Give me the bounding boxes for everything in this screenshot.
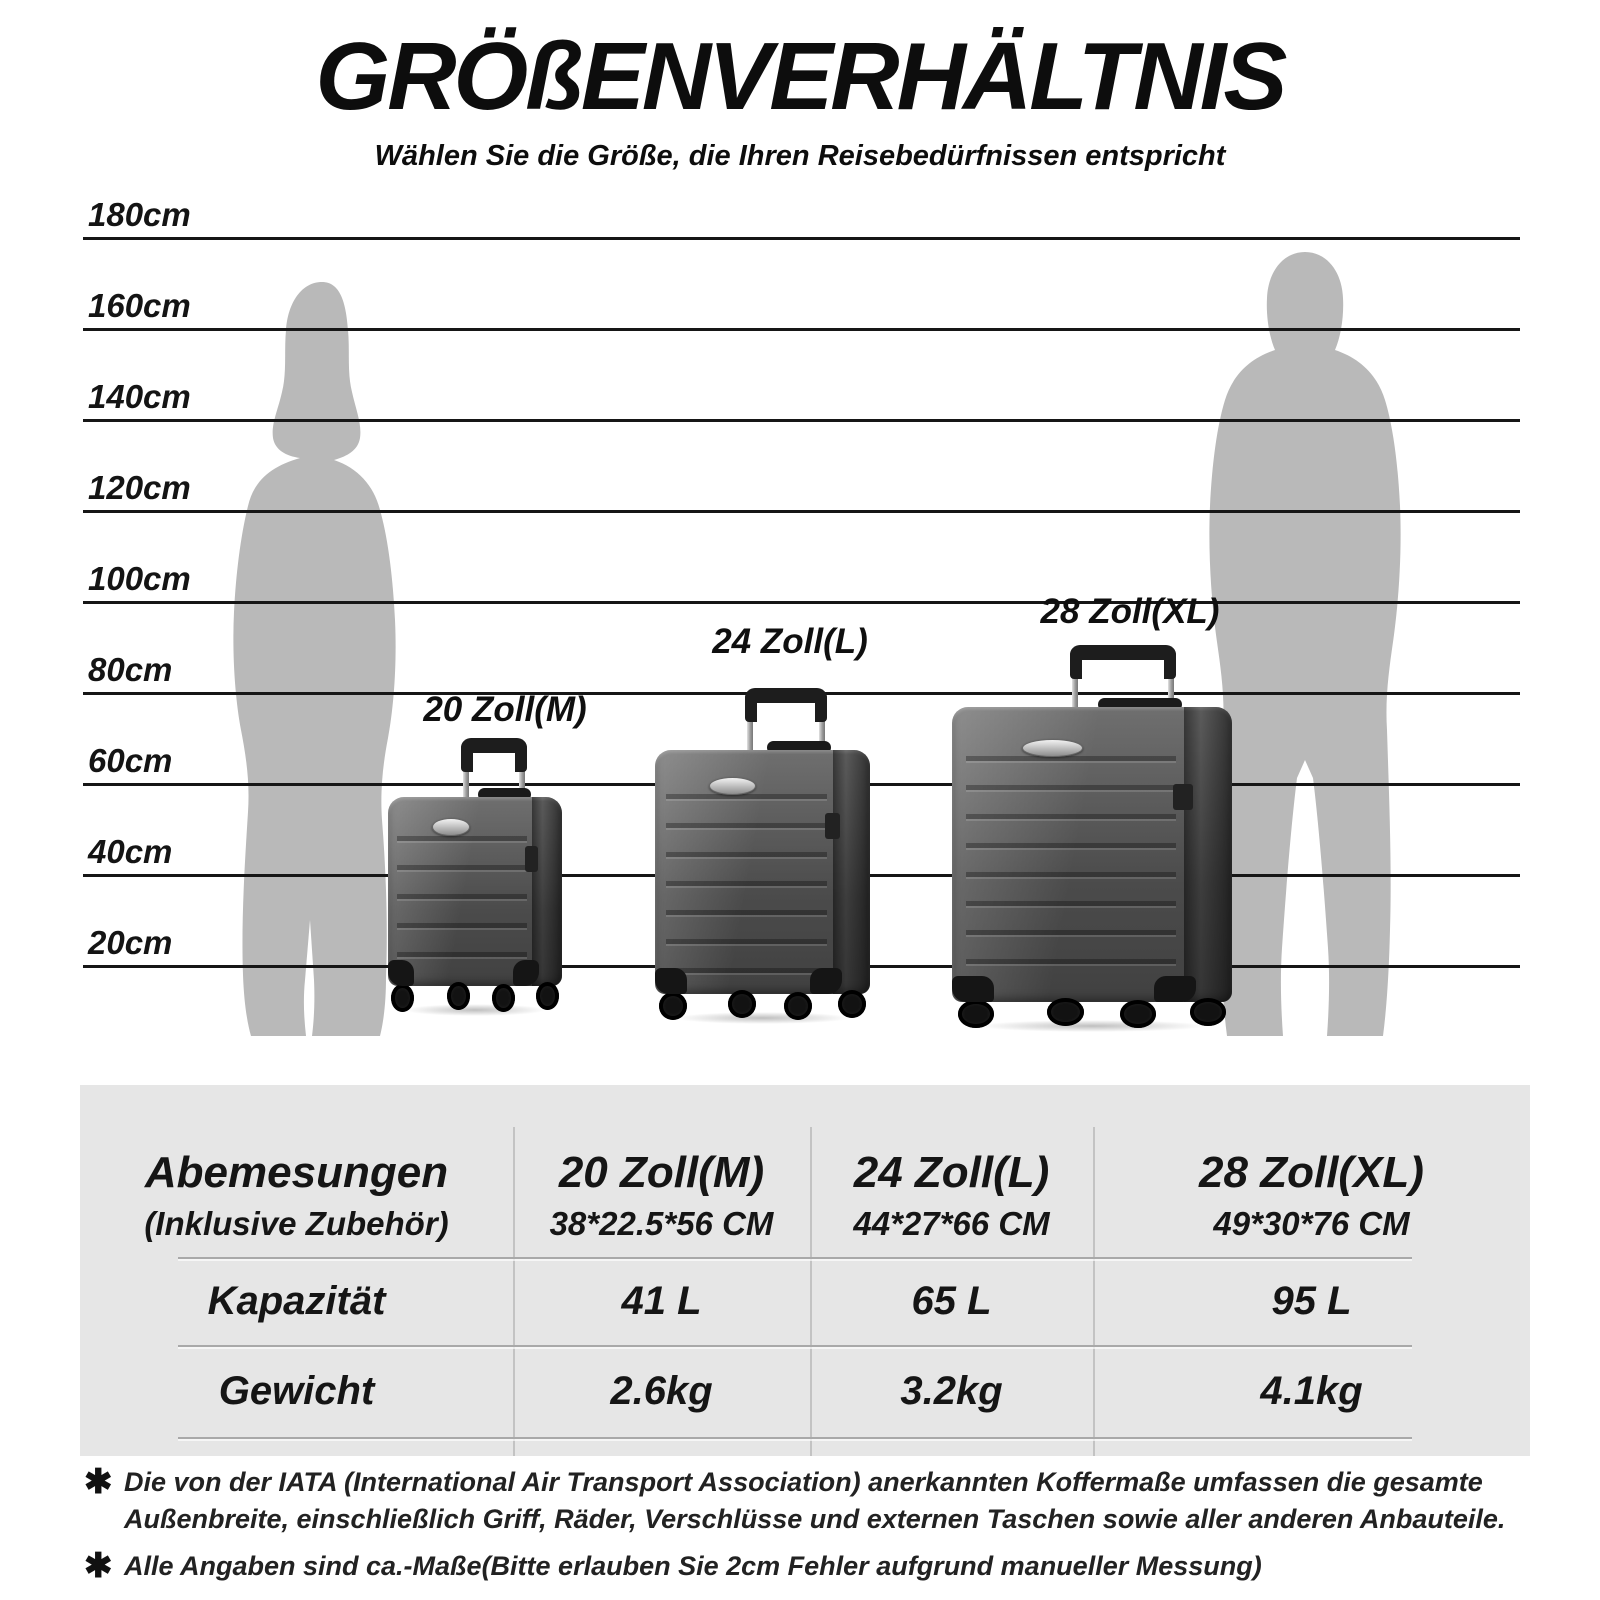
spinner-wheel xyxy=(447,982,470,1010)
ruler-label-80cm: 80cm xyxy=(88,651,173,688)
shell-grooves xyxy=(397,814,528,977)
spinner-wheel xyxy=(492,984,515,1012)
trolley-handle xyxy=(461,738,527,772)
spinner-wheel xyxy=(784,992,812,1020)
suitcase-24-inch xyxy=(655,688,870,1020)
footnote-text: Die von der IATA (International Air Transport Association) anerkannten Koffermaße umfassen die gesamte Außenbreite, einschließlich Griff, Räder, Verschlüsse und externen Taschen sowie aller anderen Anbauteile. xyxy=(124,1467,1506,1535)
spinner-wheel xyxy=(391,984,414,1012)
ruler-line xyxy=(83,328,1520,331)
shell-grooves xyxy=(966,734,1176,988)
trolley-handle xyxy=(745,688,827,722)
asterisk-icon: ✱ xyxy=(84,1547,113,1585)
column-title: 24 Zoll(L) xyxy=(853,1147,1050,1197)
shell-grooves xyxy=(666,772,827,982)
column-dimensions: 49*30*76 CM xyxy=(1213,1205,1410,1243)
suitcase-28-inch xyxy=(952,645,1232,1028)
zipper-lock xyxy=(1173,784,1193,810)
brand-badge xyxy=(432,818,471,836)
asterisk-icon: ✱ xyxy=(84,1463,113,1501)
spinner-wheel xyxy=(1047,998,1083,1026)
trolley-handle xyxy=(1070,645,1176,679)
capacity-value-20: 41 L xyxy=(621,1278,702,1323)
column-dimensions: 38*22.5*56 CM xyxy=(549,1205,774,1243)
table-header-24-zoll xyxy=(810,1085,1093,1257)
ruler-label-120cm: 120cm xyxy=(88,469,191,506)
ruler-label-180cm: 180cm xyxy=(88,196,191,233)
table-header-20-zoll xyxy=(513,1085,810,1257)
column-title: 20 Zoll(M) xyxy=(558,1147,765,1197)
brand-badge xyxy=(709,777,756,795)
suitcase-body xyxy=(388,797,562,986)
footnote-iata xyxy=(84,1464,1564,1539)
table-row-capacity-label: Kapazität xyxy=(207,1278,386,1323)
column-title: 28 Zoll(XL) xyxy=(1199,1147,1424,1197)
corner-guard xyxy=(1154,976,1196,1002)
ruler-line xyxy=(83,419,1520,422)
ruler-line xyxy=(83,601,1520,604)
footnote-measurement xyxy=(84,1548,1564,1585)
corner-guard xyxy=(952,976,994,1002)
page-title: GRÖßENVERHÄLTNIS xyxy=(315,23,1285,130)
suitcase-side-panel xyxy=(833,750,870,994)
table-header-dimensions xyxy=(80,1085,513,1257)
corner-guard xyxy=(810,968,842,994)
suitcase-side-panel xyxy=(1184,707,1232,1002)
ruler-label-20cm: 20cm xyxy=(88,924,173,961)
column-dimensions: 44*27*66 CM xyxy=(853,1205,1050,1243)
weight-value-20: 2.6kg xyxy=(610,1368,713,1413)
size-label-28-zoll: 28 Zoll(XL) xyxy=(1040,592,1220,631)
dimensions-sublabel: (Inklusive Zubehör) xyxy=(144,1205,449,1243)
footnote-text: Alle Angaben sind ca.-Maße(Bitte erlauben Sie 2cm Fehler aufgrund manueller Messung) xyxy=(124,1551,1262,1581)
page-subtitle: Wählen Sie die Größe, die Ihren Reisebedürfnissen entspricht xyxy=(374,140,1226,172)
corner-guard xyxy=(388,960,414,986)
ruler-label-160cm: 160cm xyxy=(88,287,191,324)
zipper-lock xyxy=(825,813,840,839)
corner-guard xyxy=(655,968,687,994)
weight-value-28: 4.1kg xyxy=(1260,1368,1363,1413)
spinner-wheel xyxy=(958,1000,994,1028)
ruler-label-100cm: 100cm xyxy=(88,560,191,597)
zipper-lock xyxy=(525,846,537,872)
suitcase-body xyxy=(952,707,1232,1002)
spinner-wheel xyxy=(728,990,756,1018)
suitcase-side-panel xyxy=(532,797,562,986)
capacity-value-28: 95 L xyxy=(1271,1278,1352,1323)
suitcase-20-inch xyxy=(388,738,562,1012)
capacity-value-24: 65 L xyxy=(911,1278,992,1323)
spinner-wheel xyxy=(536,982,559,1010)
ruler-label-60cm: 60cm xyxy=(88,742,173,779)
ruler-line xyxy=(83,510,1520,513)
weight-value-24: 3.2kg xyxy=(900,1368,1003,1413)
size-label-20-zoll: 20 Zoll(M) xyxy=(423,690,587,729)
table-row-weight-label: Gewicht xyxy=(218,1368,375,1413)
comparison-table xyxy=(80,1085,1530,1456)
ruler-label-40cm: 40cm xyxy=(88,833,173,870)
ruler-label-140cm: 140cm xyxy=(88,378,191,415)
table-header-28-zoll xyxy=(1093,1085,1530,1257)
size-label-24-zoll: 24 Zoll(L) xyxy=(712,622,868,661)
suitcase-body xyxy=(655,750,870,994)
dimensions-label: Abemesungen xyxy=(144,1147,449,1197)
spinner-wheel xyxy=(838,990,866,1018)
ruler-line xyxy=(83,237,1520,240)
